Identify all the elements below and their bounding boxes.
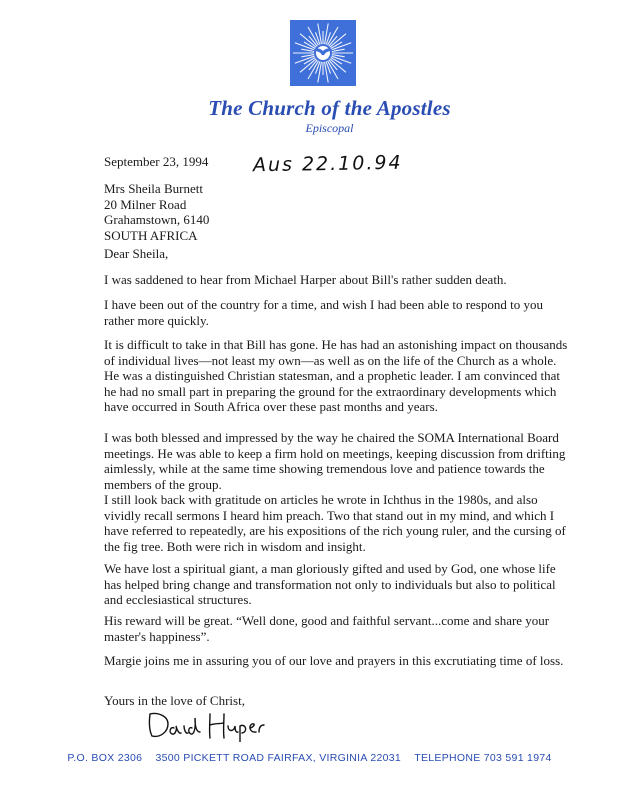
closing: Yours in the love of Christ, (104, 693, 245, 708)
org-name: The Church of the Apostles (208, 96, 451, 120)
letter-date: September 23, 1994 (104, 154, 209, 169)
salutation: Dear Sheila, (104, 246, 169, 261)
body-paragraph: It is difficult to take in that Bill has gone. He has had an astonishing impact on thousands of individual lives—not least my own—as well as on the life of the Church as a whole. He was a distinguished Christian statesman, and a prophetic leader. I am convinced that he had no small part in preparing the ground for the extraordinary developments which have occurred in South Africa over these past months and years. (104, 337, 568, 414)
body-paragraph: I was saddened to hear from Michael Harper about Bill's rather sudden death. (104, 272, 507, 287)
body-paragraph: We have lost a spiritual giant, a man gloriously gifted and used by God, one whose life has helped bring change and transformation not only to individuals but also to political and ecclesiastical structures. (104, 561, 556, 607)
org-subtitle: Episcopal (305, 121, 354, 135)
footer-po-box: P.O. BOX 2306 (67, 752, 143, 764)
handwritten-date: Aus 22.10.94 (252, 151, 403, 177)
recipient-country: SOUTH AFRICA (104, 227, 198, 243)
footer-telephone: TELEPHONE 703 591 1974 (414, 752, 552, 764)
dove-burst-logo-icon (290, 20, 356, 86)
body-paragraph: Margie joins me in assuring you of our love and prayers in this excrutiating time of loss. (104, 653, 564, 668)
body-paragraph: I have been out of the country for a time, and wish I had been able to respond to you rather more quickly. (104, 297, 543, 328)
recipient-street: 20 Milner Road (104, 196, 187, 212)
footer-street: 3500 PICKETT ROAD FAIRFAX, VIRGINIA 22031 (155, 752, 402, 764)
letterhead-footer (0, 752, 619, 764)
body-paragraph: I still look back with gratitude on articles he wrote in Ichthus in the 1980s, and also vividly recall sermons I heard him preach. Two that stand out in my mind, and which I have referred to repeatedly, are his expositions of the rich young ruler, and the cursing of the fig tree. Both were rich in wisdom and insight. (104, 492, 566, 554)
handwritten-signature (146, 708, 286, 742)
body-paragraph: I was both blessed and impressed by the way he chaired the SOMA International Board meetings. He was able to keep a firm hold on meetings, keeping discussion from drifting aimlessly, while at the same time showing tremendous love and patience towards the members of the group. (104, 430, 566, 492)
recipient-city: Grahamstown, 6140 (104, 212, 210, 227)
body-paragraph: His reward will be great. “Well done, good and faithful servant...come and share your master's happiness”. (104, 613, 550, 644)
recipient-name: Mrs Sheila Burnett (104, 181, 203, 196)
recipient-address (104, 181, 209, 243)
